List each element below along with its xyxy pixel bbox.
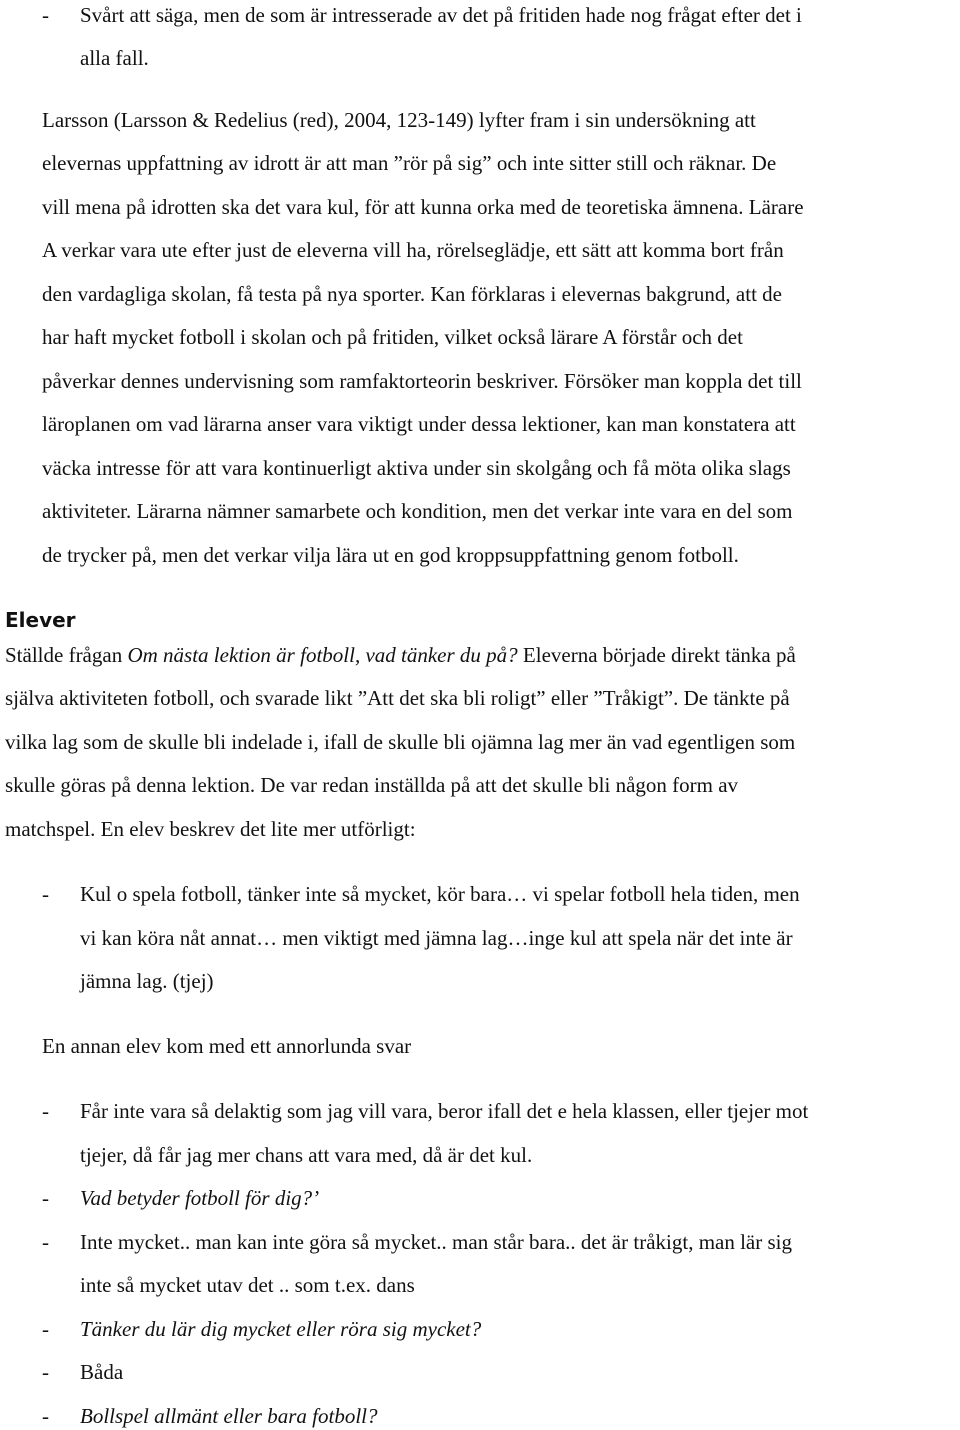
text-line: elevernas uppfattning av idrott är att man ”rör på sig” och inte sitter still och räknar. De [42, 151, 777, 175]
text-line: alla fall. [80, 46, 149, 70]
section-heading: Elever [5, 608, 76, 632]
text-line: läroplanen om vad lärarna anser vara viktigt under dessa lektioner, kan man konstatera att [42, 412, 796, 436]
text-line: väcka intresse för att vara kontinuerligt aktiva under sin skolgång och få möta olika slags [42, 456, 791, 480]
text-line: jämna lag. (tjej) [80, 969, 214, 993]
question-line: Vad betyder fotboll för dig?’ [80, 1186, 320, 1210]
text-segment: Ställde frågan [5, 643, 128, 667]
text-line: Får inte vara så delaktig som jag vill vara, beror ifall det e hela klassen, eller tjejer mot [80, 1099, 809, 1123]
bullet-dash: - [42, 1230, 49, 1254]
bullet-dash: - [42, 3, 49, 27]
text-line: påverkar dennes undervisning som ramfaktorteorin beskriver. Försöker man koppla det till [42, 369, 802, 393]
text-line: Svårt att säga, men de som är intresserade av det på fritiden hade nog frågat efter det i [80, 3, 802, 27]
question-line: Tänker du lär dig mycket eller röra sig mycket? [80, 1317, 482, 1341]
text-line: själva aktiviteten fotboll, och svarade likt ”Att det ska bli roligt” eller ”Tråkigt”. De tänkte på [5, 686, 790, 710]
text-line: Inte mycket.. man kan inte göra så mycket.. man står bara.. det är tråkigt, man lär sig [80, 1230, 793, 1254]
bullet-dash: - [42, 1360, 49, 1384]
text-line: Larsson (Larsson & Redelius (red), 2004, 123-149) lyfter fram i sin undersökning att [42, 108, 756, 132]
text-line: har haft mycket fotboll i skolan och på fritiden, vilket också lärare A förstår och det [42, 325, 743, 349]
text-line: A verkar vara ute efter just de eleverna vill ha, rörelseglädje, ett sätt att komma bort från [42, 238, 784, 262]
intro-line: En annan elev kom med ett annorlunda svar [42, 1034, 412, 1058]
text-line [5, 642, 796, 668]
text-line: Kul o spela fotboll, tänker inte så mycket, kör bara… vi spelar fotboll hela tiden, men [80, 882, 800, 906]
text-line: vi kan köra nåt annat… men viktigt med jämna lag…inge kul att spela när det inte är [80, 926, 793, 950]
bullet-dash: - [42, 882, 49, 906]
bullet-dash: - [42, 1099, 49, 1123]
text-line: inte så mycket utav det .. som t.ex. dans [80, 1273, 415, 1297]
text-line: aktiviteter. Lärarna nämner samarbete och kondition, men det verkar inte vara en del som [42, 499, 793, 523]
text-line: den vardagliga skolan, få testa på nya sporter. Kan förklaras i elevernas bakgrund, att de [42, 282, 782, 306]
text-line: matchspel. En elev beskrev det lite mer utförligt: [5, 817, 416, 841]
bullet-dash: - [42, 1404, 49, 1428]
question-text: Om nästa lektion är fotboll, vad tänker du på? [127, 643, 518, 667]
text-line: skulle göras på denna lektion. De var redan inställda på att det skulle bli någon form av [5, 773, 739, 797]
text-line: de trycker på, men det verkar vilja lära ut en god kroppsuppfattning genom fotboll. [42, 543, 739, 567]
bullet-dash: - [42, 1186, 49, 1210]
text-line: vill mena på idrotten ska det vara kul, för att kunna orka med de teoretiska ämnena. Lärare [42, 195, 804, 219]
text-segment: Eleverna började direkt tänka på [517, 643, 796, 667]
bullet-dash: - [42, 1317, 49, 1341]
text-line: Båda [80, 1360, 124, 1384]
question-line: Bollspel allmänt eller bara fotboll? [80, 1404, 378, 1428]
text-line: tjejer, då får jag mer chans att vara med, då är det kul. [80, 1143, 533, 1167]
text-line: vilka lag som de skulle bli indelade i, ifall de skulle bli ojämna lag mer än vad egentligen som [5, 730, 796, 754]
